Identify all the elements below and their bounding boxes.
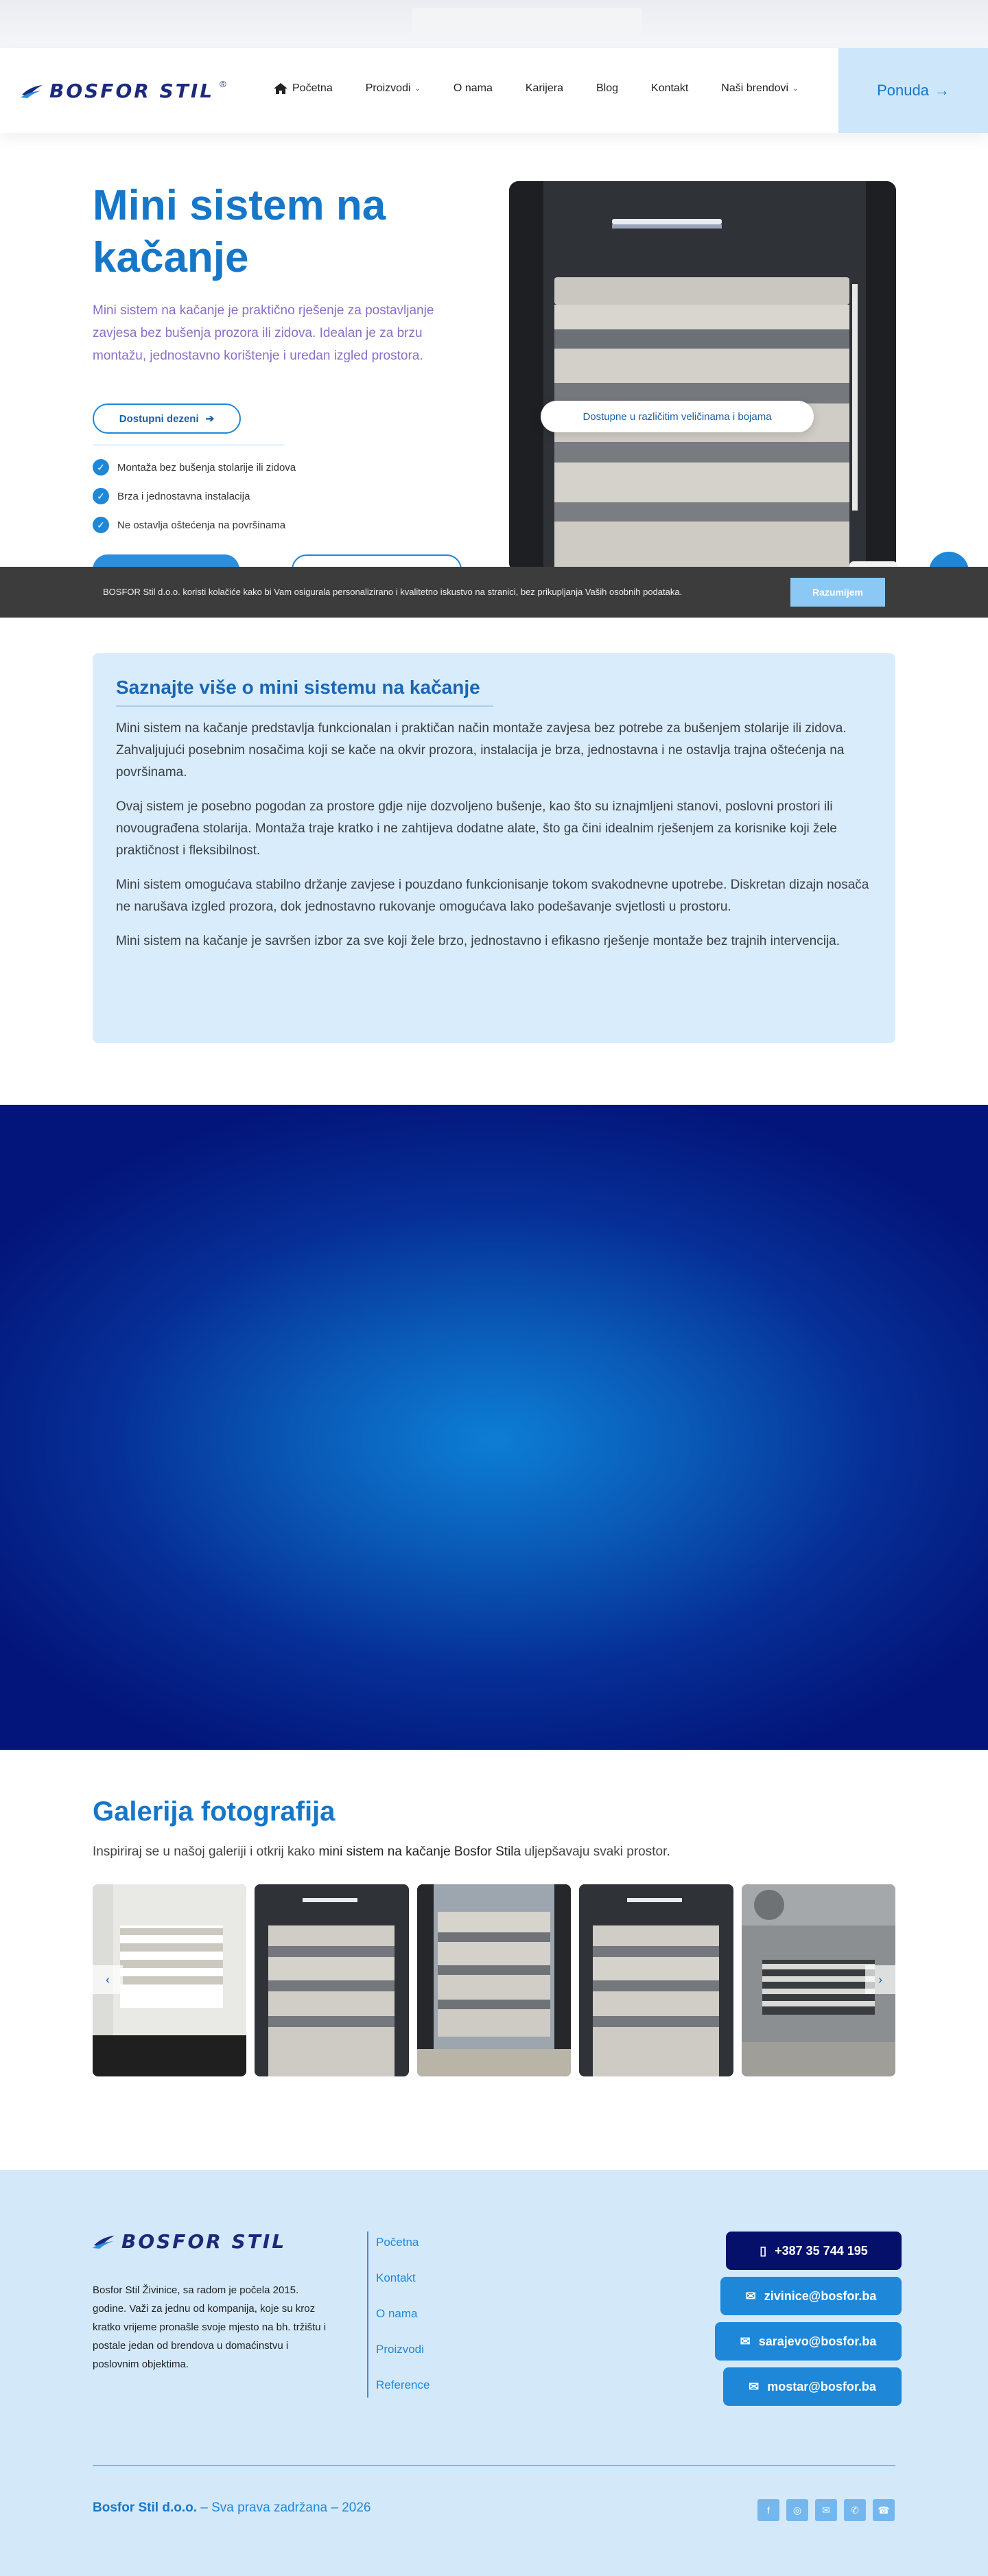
footer-link[interactable]: Početna [376, 2236, 419, 2249]
nav-item-contact[interactable] [651, 82, 688, 95]
footer-logo[interactable] [93, 2230, 286, 2253]
footer-link[interactable]: Kontakt [376, 2271, 416, 2284]
footer-link[interactable]: O nama [376, 2307, 418, 2320]
page-title: Mini sistem na kačanje [93, 182, 386, 281]
main-nav [273, 82, 832, 95]
feature-label: Brza i jednostavna instalacija [117, 490, 250, 502]
site-logo[interactable] [21, 80, 226, 102]
logo-registered-mark: ® [220, 79, 226, 89]
gallery-prev-button[interactable]: ‹ [93, 1965, 123, 1994]
blinds-photo [509, 181, 896, 572]
email-button-mostar[interactable] [723, 2367, 902, 2406]
nav-item-careers[interactable] [526, 82, 563, 95]
nav-item-brands[interactable] [721, 82, 798, 95]
instagram-icon[interactable]: ◎ [786, 2499, 808, 2521]
copyright-company: Bosfor Stil d.o.o. [93, 2501, 197, 2515]
nav-label: O nama [453, 82, 493, 94]
cookie-accept-button[interactable]: Razumijem [790, 578, 885, 607]
footer-link[interactable]: Reference [376, 2378, 430, 2391]
gallery-subtitle [93, 1845, 670, 1860]
info-paragraph: Mini sistem na kačanje je savršen izbor za sve koji žele brzo, jednostavno i efikasno rješenje montaže bez trajnih intervencija. [116, 934, 840, 948]
whatsapp-icon[interactable]: ✆ [844, 2499, 866, 2521]
chevron-down-icon: ⌄ [414, 84, 421, 93]
nav-item-products[interactable] [366, 82, 421, 95]
check-icon: ✓ [93, 488, 109, 504]
offer-button[interactable] [838, 48, 988, 133]
hero-description: Mini sistem na kačanje je praktično rješenje za postavljanje zavjesa bez bušenja prozora ili zidova. Idealan je za brzu montažu, jednostavno korištenje i uredan izgled prostora. [93, 303, 434, 363]
footer-logo-text: BOSFOR STIL [121, 2230, 287, 2253]
nav-label: Naši brendovi [721, 82, 789, 94]
hero-product-image [509, 181, 896, 572]
arrow-right-icon: → [934, 82, 950, 99]
logo-text: BOSFOR STIL [49, 80, 215, 102]
site-footer [0, 2170, 988, 2576]
gallery-next-button[interactable]: › [865, 1965, 895, 1994]
logo-swoosh-icon [21, 84, 44, 99]
phone-button[interactable] [726, 2232, 902, 2270]
info-divider [116, 705, 493, 707]
hero-image-badge: Dostupne u različitim veličinama i bojama [541, 401, 814, 432]
copyright [93, 2501, 371, 2516]
nav-item-home[interactable] [273, 82, 333, 95]
chevron-down-icon: ⌄ [792, 84, 799, 93]
feature-item [93, 482, 296, 511]
home-icon [273, 82, 288, 95]
gallery-carousel [93, 1884, 895, 2076]
gallery-title: Galerija fotografija [93, 1796, 336, 1827]
check-icon: ✓ [93, 459, 109, 476]
envelope-icon: ✉ [745, 2288, 756, 2303]
email-icon[interactable]: ✉ [815, 2499, 837, 2521]
footer-divider [367, 2232, 368, 2398]
email-label: zivinice@bosfor.ba [764, 2288, 877, 2303]
site-header [0, 48, 988, 133]
facebook-icon[interactable]: f [757, 2499, 779, 2521]
copyright-text: – Sva prava zadržana – 2026 [197, 2501, 371, 2515]
footer-about: Bosfor Stil Živinice, sa radom je počela 2015. godine. Važi za jednu od kompanija, koje su kroz kratko vrijeme pronašle svoje mjesto na bh. tržištu i postale jedan od brendova u domaćinstvu i poslovnim objektima. [93, 2284, 327, 2370]
phone-label: +387 35 744 195 [775, 2243, 868, 2258]
gallery-photo [579, 1884, 733, 2076]
envelope-icon: ✉ [740, 2334, 751, 2348]
footer-links [376, 2236, 430, 2414]
nav-label: Kontakt [651, 82, 689, 94]
arrow-right-icon: ➔ [205, 413, 215, 425]
gallery-subtitle-bold: mini sistem na kačanje Bosfor Stila [318, 1845, 521, 1859]
top-bar-placeholder [412, 8, 642, 36]
cookie-text: BOSFOR Stil d.o.o. koristi kolačiće kako bi Vam osigurala personalizirano i kvalitetno iskustvo na stranici, bez prikupljanja Vaših osobnih podataka. [103, 587, 683, 597]
designs-button[interactable] [93, 403, 241, 434]
social-links [757, 2499, 895, 2521]
info-paragraph: Mini sistem omogućava stabilno držanje zavjese i pouzdano funkcionisanje tokom svakodnevne upotrebe. Diskretan dizajn nosača ne narušava izgled prozora, dok jednostavno rukovanje omogućava lako podešavanje svjetlosti u prostoru. [116, 878, 869, 914]
envelope-icon: ✉ [749, 2379, 760, 2393]
footer-link[interactable]: Proizvodi [376, 2343, 424, 2356]
gallery-thumbnail[interactable] [255, 1884, 408, 2076]
offer-button-label: Ponuda [877, 82, 929, 99]
nav-label: Blog [596, 82, 619, 94]
top-bar [0, 0, 988, 48]
footer-rule [93, 2465, 895, 2466]
nav-label: Početna [292, 82, 333, 94]
info-paragraph: Mini sistem na kačanje predstavlja funkcionalan i praktičan način montaže zavjesa bez potrebe za bušenjem stolarije ili zidova. Zahvaljujući posebnim nosačima koji se kače na okvir prozora, instalacija je brza, jednostavna i ne ostavlja trajna oštećenja na površinama. [116, 721, 847, 780]
cookie-banner [0, 567, 988, 618]
phone-icon: ▯ [760, 2243, 767, 2258]
feature-list [93, 453, 296, 539]
gallery-photo [255, 1884, 408, 2076]
feature-item [93, 453, 296, 482]
info-heading: Saznajte više o mini sistemu na kačanje [116, 677, 480, 698]
gallery-subtitle-pre: Inspiriraj se u našoj galeriji i otkrij kako [93, 1845, 319, 1859]
logo-swoosh-icon [93, 2234, 116, 2249]
nav-label: Proizvodi [365, 82, 411, 94]
check-icon: ✓ [93, 517, 109, 533]
feature-item [93, 511, 296, 539]
phone-icon[interactable]: ☎ [873, 2499, 895, 2521]
feature-label: Montaža bez bušenja stolarije ili zidova [117, 461, 296, 473]
email-label: sarajevo@bosfor.ba [758, 2334, 877, 2348]
info-box [93, 653, 895, 1043]
nav-item-blog[interactable] [596, 82, 618, 95]
gallery-thumbnail[interactable] [417, 1884, 571, 2076]
info-paragraph: Ovaj sistem je posebno pogodan za prostore gdje nije dozvoljeno bušenje, kao što su iznajmljeni stanovi, poslovni prostori ili novougrađena stolarija. Montaža traje kratko i ne zahtijeva dodatne alate, što ga čini idealnim rješenjem za korisnike koji žele praktičnost i fleksibilnost. [116, 799, 837, 858]
gallery-thumbnail[interactable] [579, 1884, 733, 2076]
gallery-subtitle-post: uljepšavaju svaki prostor. [521, 1845, 670, 1859]
gallery-photo [417, 1884, 571, 2076]
email-button-sarajevo[interactable] [715, 2322, 902, 2361]
nav-item-about[interactable] [454, 82, 493, 95]
email-button-zivinice[interactable] [720, 2277, 902, 2315]
email-label: mostar@bosfor.ba [767, 2379, 876, 2393]
designs-button-label: Dostupni dezeni [119, 412, 199, 425]
feature-label: Ne ostavlja oštećenja na površinama [117, 519, 286, 531]
nav-label: Karijera [525, 82, 563, 94]
video-banner [0, 1105, 988, 1750]
